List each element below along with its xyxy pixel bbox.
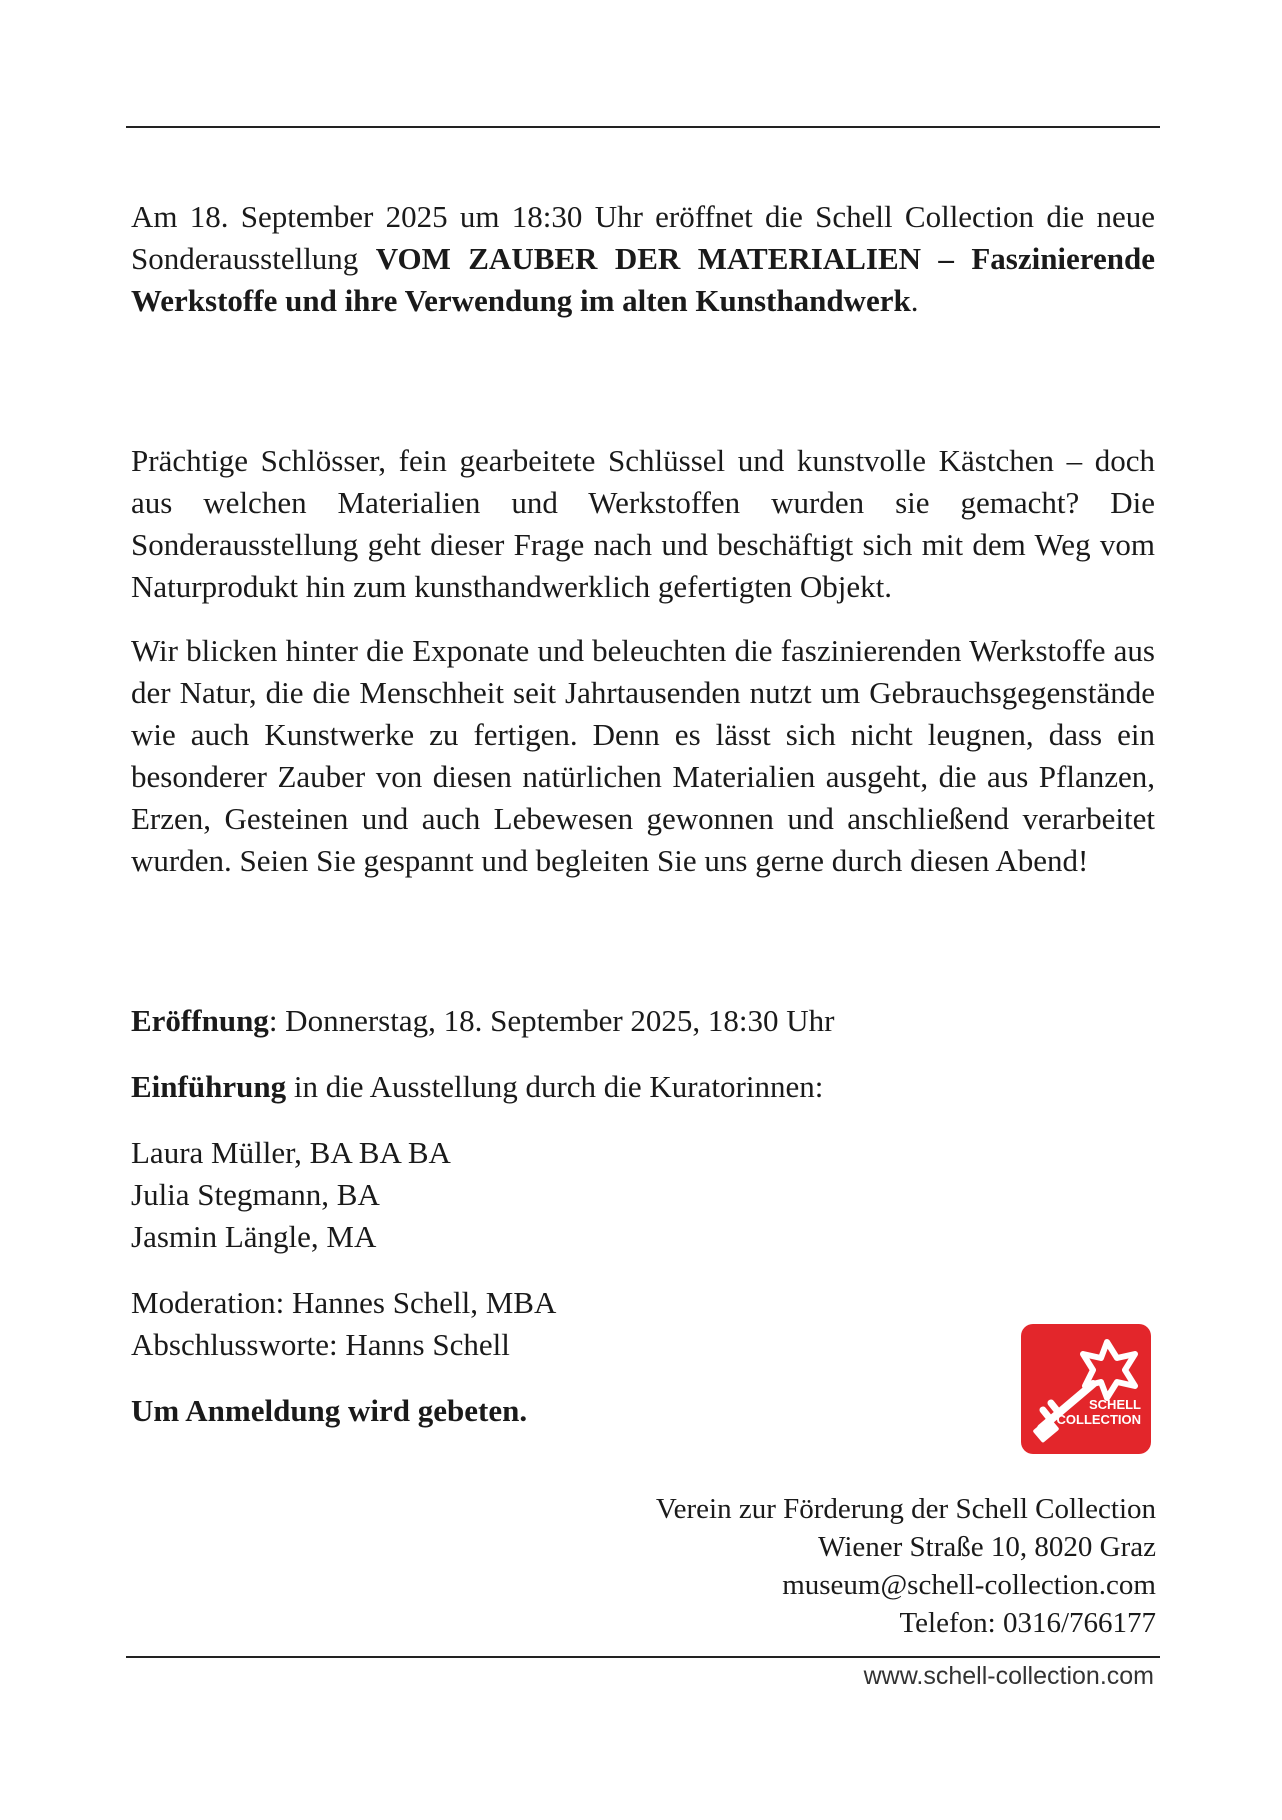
curator-name: Jasmin Längle, MA xyxy=(131,1219,377,1254)
invitation-body xyxy=(131,196,1155,1432)
description-paragraph-2: Wir blicken hinter die Exponate und beleuchten die faszinierenden Werkstoffe aus der Natur, die die Menschheit seit Jahrtausenden nutzt um Gebrauchsgegenstände wie auch Kunstwerke zu fertigen. Denn es lässt sich nicht leugnen, dass ein besonderer Zauber von diesen natürlichen Materialien ausgeht, die aus Pflanzen, Erzen, Gesteinen und auch Lebewesen gewonnen und anschließend verarbeitet wurden. Seien Sie gespannt und begleiten Sie uns gerne durch diesen Abend! xyxy=(131,633,1155,878)
key-icon xyxy=(1021,1324,1151,1454)
curator-name: Julia Stegmann, BA xyxy=(131,1177,380,1212)
street-address: Wiener Straße 10, 8020 Graz xyxy=(818,1531,1156,1563)
registration-note: Um Anmeldung wird gebeten. xyxy=(131,1393,528,1428)
introduction-label: Einführung xyxy=(131,1069,287,1104)
closing-words-line: Abschlussworte: Hanns Schell xyxy=(131,1327,510,1362)
intro-text: Am 18. September 2025 um 18:30 Uhr eröffnet die Schell Collection die neue Sonderausstellung xyxy=(131,199,1155,276)
email-address[interactable]: museum@schell-collection.com xyxy=(782,1569,1156,1601)
website-link[interactable]: www.schell-collection.com xyxy=(863,1662,1154,1690)
phone-number: Telefon: 0316/766177 xyxy=(899,1607,1156,1639)
opening-line xyxy=(131,1000,1155,1042)
description-paragraph-1: Prächtige Schlösser, fein gearbeitete Schlüssel und kunstvolle Kästchen – doch aus welchen Materialien und Werkstoffen wurden sie gemacht? Die Sonderausstellung geht dieser Frage nach und beschäftigt sich mit dem Weg vom Naturprodukt hin zum kunsthandwerklich gefertigten Objekt. xyxy=(131,443,1155,604)
program-list xyxy=(131,1282,1155,1366)
top-divider xyxy=(126,126,1160,128)
introduction-text: in die Ausstellung durch die Kuratorinnen: xyxy=(286,1069,824,1104)
association-name: Verein zur Förderung der Schell Collection xyxy=(655,1493,1156,1525)
intro-paragraph xyxy=(131,196,1155,322)
curator-name: Laura Müller, BA BA BA xyxy=(131,1135,451,1170)
opening-date: : Donnerstag, 18. September 2025, 18:30 Uhr xyxy=(268,1003,835,1038)
address-block xyxy=(656,1490,1156,1642)
opening-label: Eröffnung xyxy=(131,1003,269,1038)
curator-list xyxy=(131,1132,1155,1258)
logo-text-schell: SCHELL xyxy=(1089,1397,1141,1412)
bottom-divider xyxy=(126,1656,1160,1658)
schell-collection-logo xyxy=(1021,1324,1151,1454)
intro-period: . xyxy=(910,283,919,318)
moderation-line: Moderation: Hannes Schell, MBA xyxy=(131,1285,557,1320)
introduction-line xyxy=(131,1066,1155,1108)
exhibition-title: VOM ZAUBER DER MATERIALIEN – Faszinierende Werkstoffe und ihre Verwendung im alten Kunsthandwerk xyxy=(131,241,1156,318)
logo-text-collection: COLLECTION xyxy=(1056,1412,1141,1427)
